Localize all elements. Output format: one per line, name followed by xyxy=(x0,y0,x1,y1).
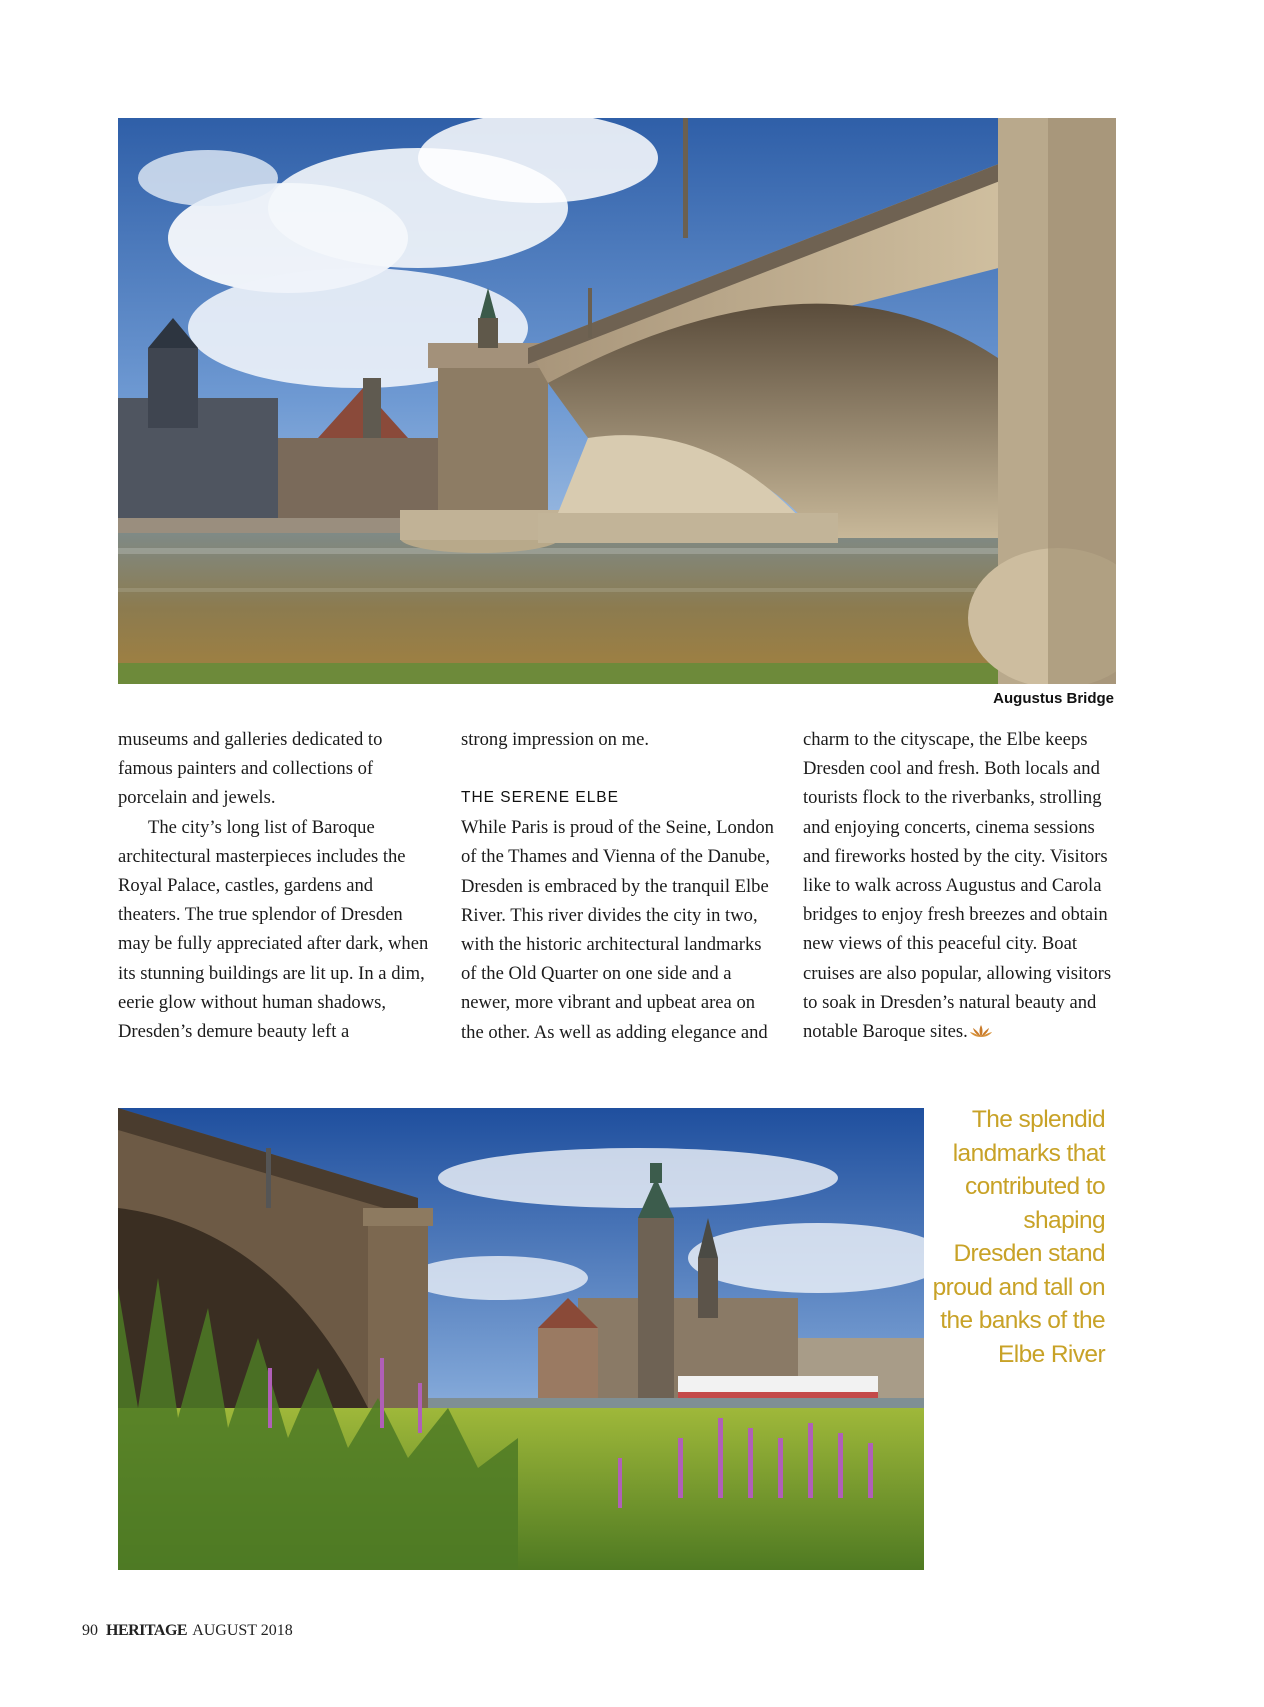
text-column-3 xyxy=(803,725,1119,1046)
text-column-2 xyxy=(461,725,777,1047)
magazine-name: HERITAGE xyxy=(106,1622,188,1639)
page-footer xyxy=(82,1622,293,1640)
augustus-bridge-photo xyxy=(118,118,1116,684)
paragraph: museums and galleries dedicated to famous painters and collections of porcelain and jewels. xyxy=(118,729,383,809)
paragraph-text: charm to the cityscape, the Elbe keeps Dresden cool and fresh. Both locals and tourists flock to the riverbanks, strolling and enjoying concerts, cinema sessions and fireworks hosted by the city. Visitors like to walk across Augustus and Carola bridges to enjoy fresh breezes and obtain new views of this peaceful city. Boat cruises are also popular, allowing visitors to soak in Dresden’s natural beauty and notable Baroque sites. xyxy=(803,729,1112,1043)
lotus-end-mark-icon xyxy=(970,1024,992,1038)
text-column-1 xyxy=(118,725,434,1046)
paragraph: strong impression on me. xyxy=(461,729,649,750)
photo-caption: Augustus Bridge xyxy=(993,690,1114,707)
section-heading: THE SERENE ELBE xyxy=(461,789,619,807)
page-number: 90 xyxy=(82,1622,98,1639)
elbe-riverbank-photo xyxy=(118,1108,924,1570)
paragraph: The city’s long list of Baroque architectural masterpieces includes the Royal Palace, castles, gardens and theaters. The true splendor of Dresden may be fully appreciated after dark, when its stunning buildings are lit up. In a dim, eerie glow without human shadows, Dresden’s demure beauty left a xyxy=(118,816,429,1043)
pull-quote: The splendid landmarks that contributed to shaping Dresden stand proud and tall on the banks of the Elbe River xyxy=(932,1106,1105,1368)
paragraph xyxy=(803,725,1119,1046)
issue-date: AUGUST 2018 xyxy=(192,1622,293,1639)
paragraph: While Paris is proud of the Seine, London of the Thames and Vienna of the Danube, Dresden is embraced by the tranquil Elbe River. This river divides the city in two, with the historic architectural landmarks of the Old Quarter on one side and a newer, more vibrant and upbeat area on the other. As well as adding elegance and xyxy=(461,817,774,1043)
